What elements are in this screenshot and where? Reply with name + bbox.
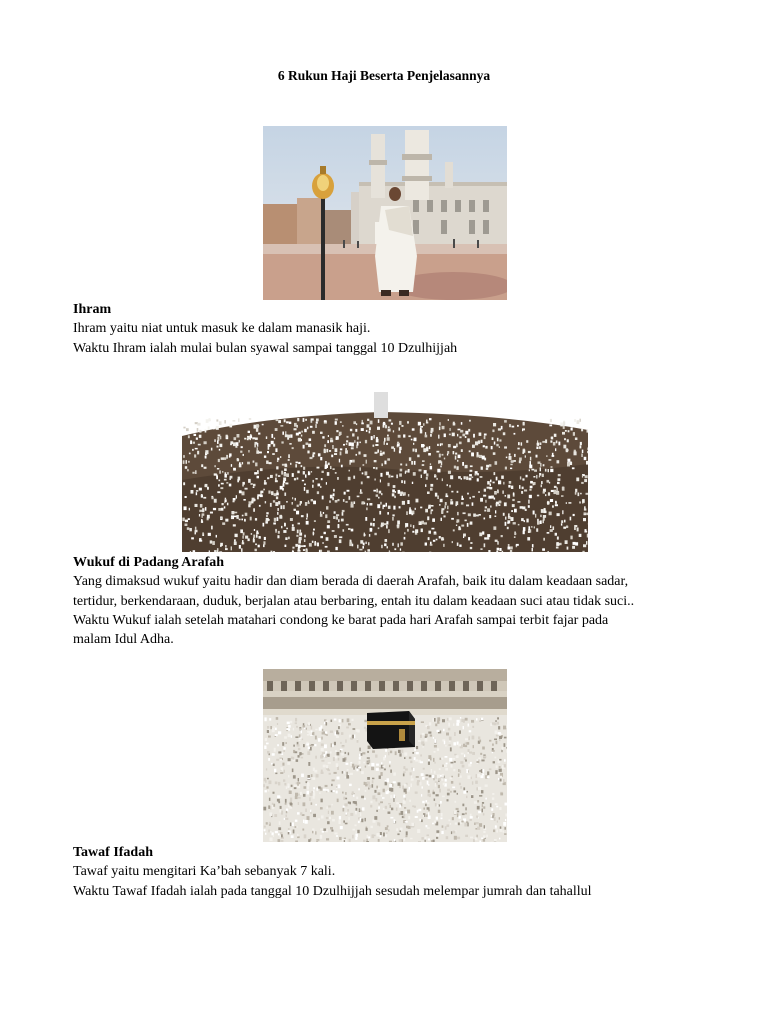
section-line: Waktu Wukuf ialah setelah matahari condong ke barat pada hari Arafah sampai terbit fajar pada <box>73 612 609 628</box>
ihram-photo <box>263 126 507 300</box>
section-line: Yang dimaksud wukuf yaitu hadir dan diam berada di daerah Arafah, baik itu dalam keadaan sadar, <box>73 574 629 590</box>
section-line: malam Idul Adha. <box>73 632 174 648</box>
document-title: 6 Rukun Haji Beserta Penjelasannya <box>277 68 491 83</box>
kaaba-photo <box>263 669 507 842</box>
section-heading: Tawaf Ifadah <box>73 845 154 860</box>
section-tawaf <box>73 843 713 901</box>
section-line: Waktu Tawaf Ifadah ialah pada tanggal 10 Dzulhijjah sesudah melempar jumrah dan tahallul <box>73 883 592 899</box>
section-heading: Ihram <box>73 302 112 317</box>
section-heading: Wukuf di Padang Arafah <box>73 555 225 570</box>
section-line: Ihram yaitu niat untuk masuk ke dalam manasik haji. <box>73 321 371 337</box>
arafah-photo <box>182 390 588 552</box>
section-line: Waktu Ihram ialah mulai bulan syawal sampai tanggal 10 Dzulhijjah <box>73 340 458 356</box>
section-wukuf <box>73 553 713 649</box>
section-line: Tawaf yaitu mengitari Ka’bah sebanyak 7 kali. <box>73 864 336 880</box>
section-ihram <box>73 300 713 358</box>
section-line: tertidur, berkendaraan, duduk, berjalan atau berbaring, entah itu dalam keadaan suci atau tidak suci.. <box>73 593 635 609</box>
